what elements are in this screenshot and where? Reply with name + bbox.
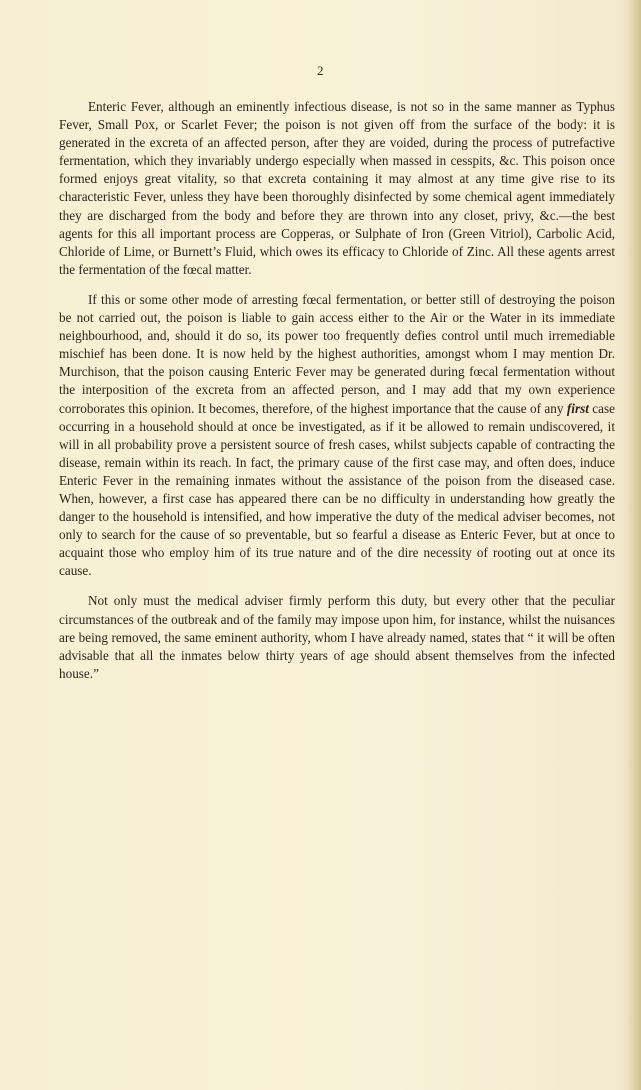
emphasis-first: first: [566, 400, 589, 416]
page-number: 2: [317, 63, 324, 78]
paragraph-1: Enteric Fever, although an eminently infectious disease, is not so in the same manner as Typhus Fever, Small Pox, or Scarlet Fever; the poison is not given off from the surface of the body: it is generated in the excreta of an affected person, after they are voided, during the process of putrefactive fermentation, which they invariably undergo especially when massed in cesspits, &c. This poison once formed enjoys great vitality, so that excreta containing it may almost at any time give rise to its characteristic Fever, unless they have been thoroughly disinfected by some chemical agent immediately they are discharged from the body and before they are thrown into any closet, privy, &c.—the best agents for this all important process are Copperas, or Sulphate of Iron (Green Vitriol), Carbolic Acid, Chloride of Lime, or Burnett’s Fluid, which owes its efficacy to Chloride of Zinc. All these agents arrest the fermentation of the fœcal matter.: [59, 99, 615, 277]
page-edge-shadow: [627, 0, 641, 1090]
body-text: [59, 98, 615, 683]
paragraph-3: Not only must the medical adviser firmly perform this duty, but every other that the peculiar circumstances of the outbreak and of the family may impose upon him, for instance, whilst the nuisances are being removed, the same eminent authority, whom I have already named, states that “ it will be often advisable that all the inmates below thirty years of age should absent themselves from the infected house.”: [59, 593, 615, 681]
paragraph-2-part-2: case occurring in a household should at once be investigated, as if it be allowed to remain undiscovered, it will in all probability prove a persistent source of fresh cases, whilst subjects capable of contracting the disease, remain within its reach. In fact, the primary cause of the first case may, and often does, induce Enteric Fever in the remaining inmates without the assistance of the poison from the diseased case. When, however, a first case has appeared there can be no difficulty in understanding how greatly the danger to the household is intensified, and how imperative the duty of the medical adviser becomes, not only to search for the cause of so preventable, but so fearful a disease as Enteric Fever, but at once to acquaint those who employ him of its true nature and of the dire necessity of rooting out at once its cause.: [59, 400, 615, 579]
paragraph-2-part-1: If this or some other mode of arresting fœcal fermentation, or better still of destroying the poison be not carried out, the poison is liable to gain access either to the Air or the Water in its immediate neighbourhood, and, should it do so, its power too frequently defies control until much irremediable mischief has been done. It is now held by the highest authorities, amongst whom I may mention Dr. Murchison, that the poison causing Enteric Fever may be generated during fœcal fermentation without the interposition of the excreta from an affected person, and I may add that my own experience corroborates this opinion. It becomes, therefore, of the highest importance that the cause of any: [59, 291, 615, 416]
paragraph-2: [59, 291, 615, 581]
